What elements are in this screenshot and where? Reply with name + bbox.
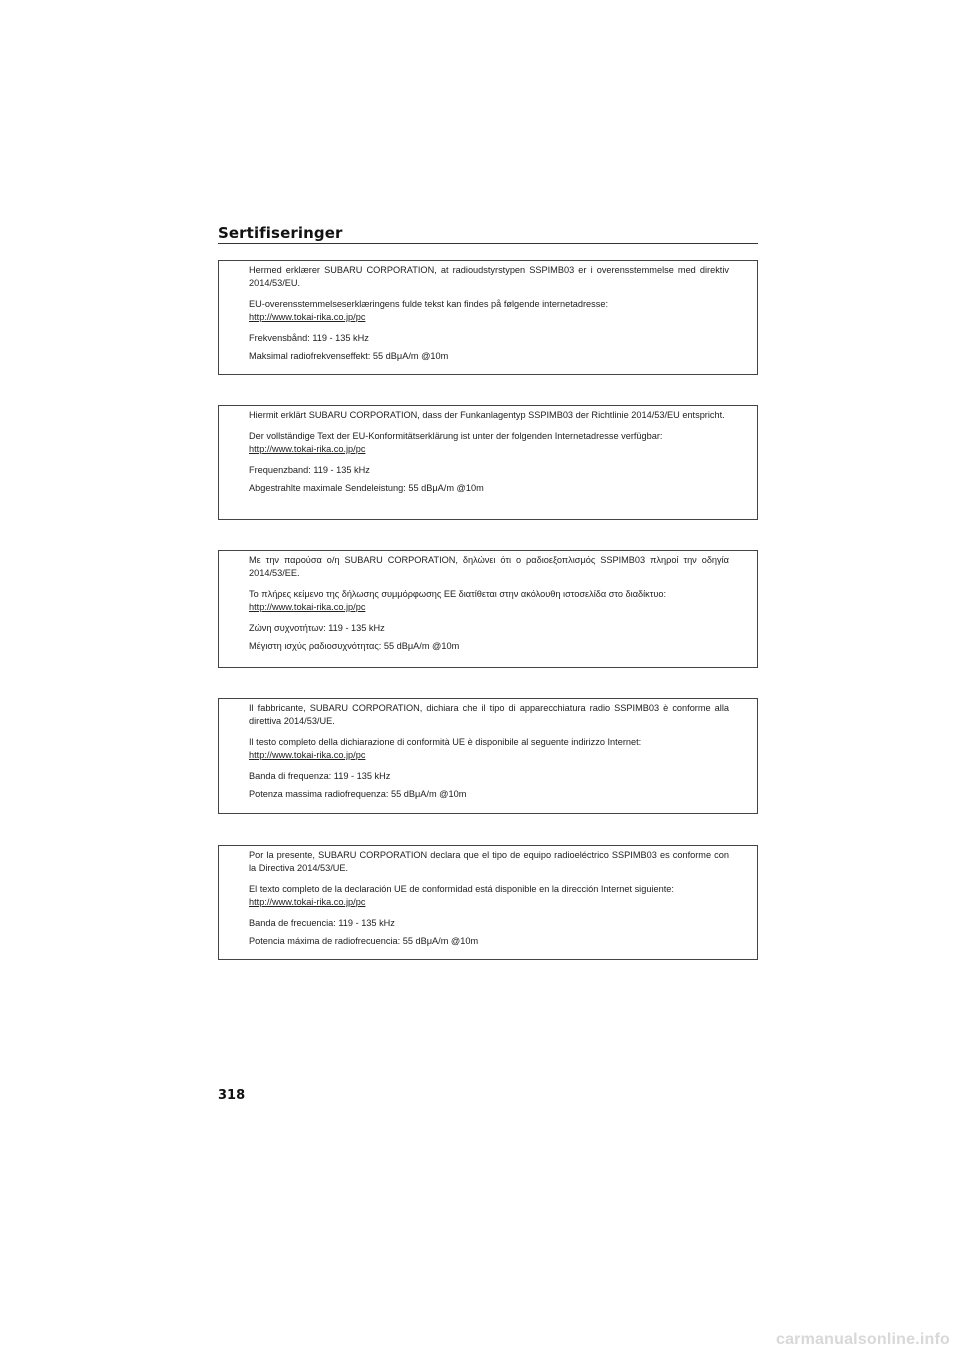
title-underline <box>218 243 758 244</box>
max-power: Potencia máxima de radiofrecuencia: 55 dBμA/m @10m <box>249 936 479 946</box>
fulltext-note: Το πλήρες κείμενο της δήλωσης συμμόρφωσης ΕΕ διατίθεται στην ακόλουθη ιστοσελίδα στο διαδίκτυο: <box>249 589 667 599</box>
declaration-link[interactable]: http://www.tokai-rika.co.jp/pc <box>249 750 366 760</box>
declaration-link[interactable]: http://www.tokai-rika.co.jp/pc <box>249 602 366 612</box>
declaration-box-greek <box>218 550 758 668</box>
frequency-band: Ζώνη συχνοτήτων: 119 - 135 kHz <box>249 623 385 633</box>
declaration-box-spanish <box>218 845 758 960</box>
declaration-text: Hermed erklærer SUBARU CORPORATION, at radioudstyrstypen SSPIMB03 er i overensstemmelse med direktiv 2014/53/EU. <box>249 265 729 288</box>
declaration-box-italian <box>218 698 758 814</box>
page-number: 318 <box>218 1088 246 1103</box>
fulltext-note: El texto completo de la declaración UE de conformidad está disponible en la dirección Internet siguiente: <box>249 884 674 894</box>
declaration-link[interactable]: http://www.tokai-rika.co.jp/pc <box>249 312 366 322</box>
frequency-band: Banda di frequenza: 119 - 135 kHz <box>249 771 391 781</box>
fulltext-note: EU-overensstemmelseserklæringens fulde tekst kan findes på følgende internetadresse: <box>249 299 609 309</box>
frequency-band: Frequenzband: 119 - 135 kHz <box>249 465 370 475</box>
declaration-text: Με την παρούσα ο/η SUBARU CORPORATION, δηλώνει ότι ο ραδιοεξοπλισμός SSPIMB03 πληροί την οδηγία 2014/53/ΕΕ. <box>249 555 729 578</box>
max-power: Μέγιστη ισχύς ραδιοσυχνότητας: 55 dBμA/m @10m <box>249 641 460 651</box>
max-power: Abgestrahlte maximale Sendeleistung: 55 dBμA/m @10m <box>249 483 484 493</box>
declaration-box-danish <box>218 260 758 375</box>
max-power: Potenza massima radiofrequenza: 55 dBμA/m @10m <box>249 789 467 799</box>
max-power: Maksimal radiofrekvenseffekt: 55 dBμA/m @10m <box>249 351 449 361</box>
page-title: Sertifiseringer <box>218 224 343 242</box>
fulltext-note: Il testo completo della dichiarazione di conformità UE è disponibile al seguente indirizzo Internet: <box>249 737 642 747</box>
declaration-link[interactable]: http://www.tokai-rika.co.jp/pc <box>249 444 366 454</box>
declaration-text: Hiermit erklärt SUBARU CORPORATION, dass der Funkanlagentyp SSPIMB03 der Richtlinie 2014/53/EU entspricht. <box>249 410 725 420</box>
frequency-band: Frekvensbånd: 119 - 135 kHz <box>249 333 369 343</box>
declaration-text: Il fabbricante, SUBARU CORPORATION, dichiara che il tipo di apparecchiatura radio SSPIMB03 è conforme alla direttiva 2014/53/UE. <box>249 703 729 726</box>
fulltext-note: Der vollständige Text der EU-Konformitätserklärung ist unter der folgenden Internetadresse verfügbar: <box>249 431 663 441</box>
declaration-text: Por la presente, SUBARU CORPORATION declara que el tipo de equipo radioeléctrico SSPIMB03 es conforme con la Directiva 2014/53/UE. <box>249 850 729 873</box>
frequency-band: Banda de frecuencia: 119 - 135 kHz <box>249 918 395 928</box>
watermark: carmanualsonline.info <box>775 1331 950 1348</box>
declaration-link[interactable]: http://www.tokai-rika.co.jp/pc <box>249 897 366 907</box>
declaration-box-german <box>218 405 758 520</box>
